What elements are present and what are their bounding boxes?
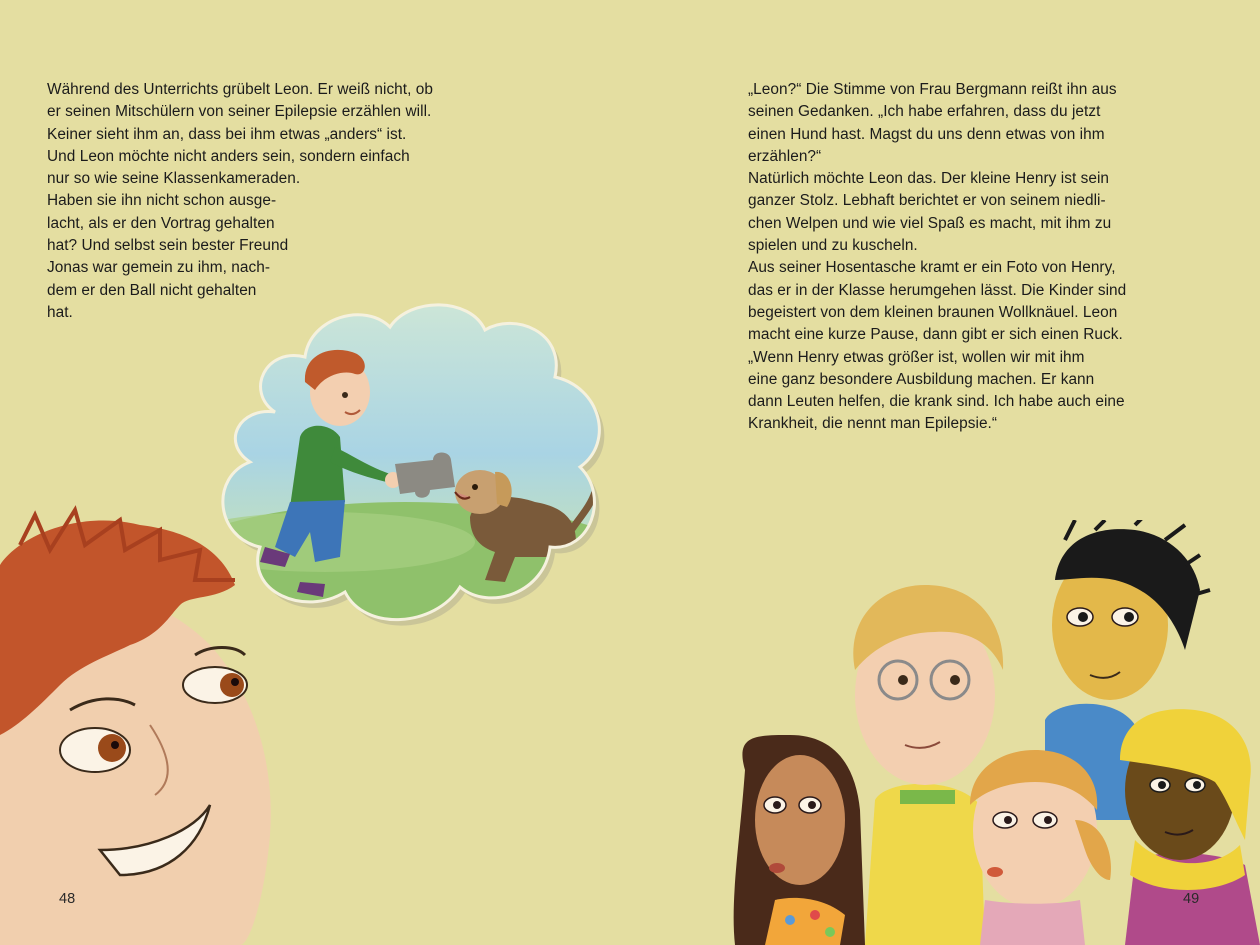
text-line: das er in der Klasse herumgehen lässt. Die Kinder sind (748, 281, 1127, 299)
text-line: Haben sie ihn nicht schon ausge- (47, 192, 277, 210)
right-page-text (748, 79, 1126, 436)
text-line: chen Welpen und wie viel Spaß es macht, mit ihm zu (748, 214, 1112, 232)
boy-yellow-scarf (1120, 709, 1260, 945)
text-line: Natürlich möchte Leon das. Der kleine Henry ist sein (748, 170, 1110, 188)
text-line: „Leon?“ Die Stimme von Frau Bergmann reißt ihn aus (748, 81, 1117, 98)
text-line: macht eine kurze Pause, dann gibt er sich einen Ruck. (748, 326, 1123, 344)
text-line: nur so wie seine Klassenkameraden. (47, 170, 301, 188)
text-line: spielen und zu kuscheln. (748, 237, 918, 255)
text-line: hat? Und selbst sein bester Freund (47, 237, 289, 255)
text-line: Und Leon möchte nicht anders sein, sondern einfach (47, 147, 410, 165)
boy-glasses (853, 585, 1003, 945)
text-line: einen Hund hast. Magst du uns denn etwas von ihm (748, 125, 1105, 143)
text-line: erzählen?“ (748, 147, 822, 165)
leon-face-illustration (0, 505, 300, 945)
text-line: ganzer Stolz. Lebhaft berichtet er von seinem niedli- (748, 192, 1106, 210)
text-line: begeistert von dem kleinen braunen Wollknäuel. Leon (748, 303, 1118, 321)
text-line: er seinen Mitschülern von seiner Epilepsie erzählen will. (47, 103, 432, 121)
girl-brown-hair (734, 735, 865, 945)
text-line: Aus seiner Hosentasche kramt er ein Foto von Henry, (748, 259, 1116, 277)
text-line: Während des Unterrichts grübelt Leon. Er weiß nicht, ob (47, 81, 433, 98)
text-line: seinen Gedanken. „Ich habe erfahren, dass du jetzt (748, 103, 1101, 121)
text-line: hat. (47, 303, 73, 321)
text-line: Jonas war gemein zu ihm, nach- (47, 259, 271, 277)
text-line: dem er den Ball nicht gehalten (47, 281, 257, 299)
text-line: Keiner sieht ihm an, dass bei ihm etwas „anders“ ist. (47, 125, 407, 143)
classmates-illustration (715, 520, 1260, 945)
text-line: „Wenn Henry etwas größer ist, wollen wir mit ihm (748, 348, 1085, 366)
text-line: dann Leuten helfen, die krank sind. Ich habe auch eine (748, 393, 1125, 411)
girl-ponytail (970, 750, 1111, 945)
left-page-text (47, 79, 433, 324)
text-line: Krankheit, die nennt man Epilepsie.“ (748, 415, 998, 433)
page-number-right: 49 (1183, 891, 1200, 907)
text-line: eine ganz besondere Ausbildung machen. Er kann (748, 370, 1095, 388)
text-line: lacht, als er den Vortrag gehalten (47, 214, 275, 232)
page-number-left: 48 (59, 891, 76, 907)
